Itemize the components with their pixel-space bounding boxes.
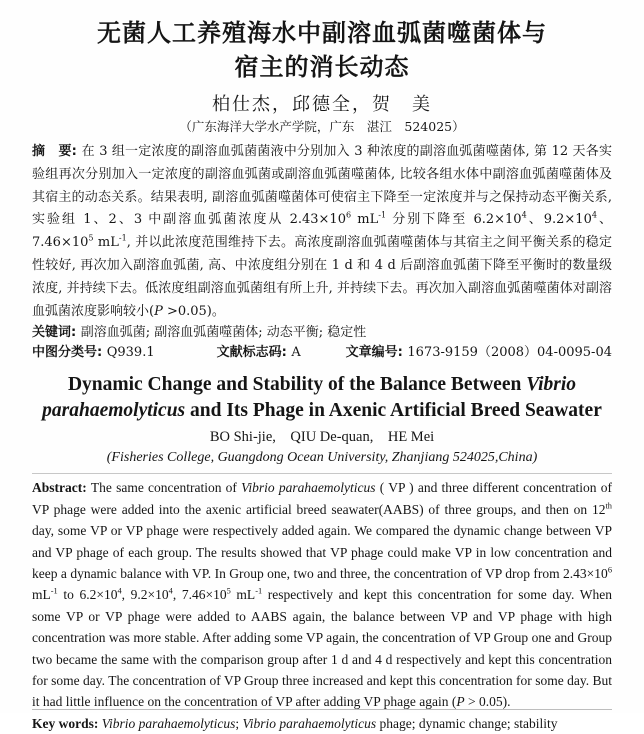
paper-title-cn (32, 16, 612, 84)
keywords-en: Key words: Vibrio parahaemolyticus; Vibrio parahaemolyticus phage; dynamic change; stability (32, 715, 558, 731)
document-code (217, 343, 301, 362)
article-id-value: 1673-9159（2008）04-0095-04 (407, 345, 612, 361)
section-divider (32, 473, 612, 474)
keywords-cn: 关键词: 副溶血弧菌; 副溶血弧菌噬菌体; 动态平衡; 稳定性 (32, 325, 367, 341)
article-id (346, 343, 612, 362)
abstract-en: Abstract: The same concentration of Vibrio parahaemolyticus ( VP ) and three different concentration of VP phage were added into the axenic artificial breed seawater(AABS) of three groups, and then on 12th day, some VP or VP phage were respectively added again. We compared the dynamic change between VP and VP phage of each group. The results showed that VP phage could make VP in low concentration and keep a dynamic balance with VP. In Group one, two and three, the concentration of VP drop from $2.43\times 10^6$ $mL^{-1}$ to $6.2\times 10^4$, $9.2\times 10^4$, $7.46\times 10^5$ $mL^{-1}$ respectively and kept this concentration for some day. When some VP or VP phage were added to AABS again, the balance between VP and VP phage with high concentration was more stable. After adding some VP again, the concentration of VP Group one and Group two became the same with the comparison group after 1 d and 4 d respectively and kept this concentration for some day. The concentration of VP Group three increased and kept this concentration for some day. But it had little influence on the concentration of VP after adding VP phage again (P > 0.05). (32, 480, 612, 710)
affiliation-en: (Fisheries College, Guangdong Ocean University, Zhanjiang 524025,China) (106, 450, 538, 466)
affiliation-cn: （广东海洋大学水产学院，广东 湛江 524025） (179, 119, 465, 134)
article-id-label: 文章编号: (345, 345, 408, 361)
meta-row (32, 343, 612, 362)
document-code-value: A (291, 345, 301, 361)
paper-title-cn-line2: 宿主的消长动态 (234, 53, 410, 81)
authors-en: BO Shi-jie, QIU De-quan, HE Mei (209, 429, 435, 446)
paper-title-cn-line1: 无菌人工养殖海水中副溶血弧菌噬菌体与 (97, 19, 547, 47)
clc-number (32, 343, 155, 362)
abstract-cn: 摘 要: 在 3 组一定浓度的副溶血弧菌菌液中分别加入 3 种浓度的副溶血弧菌噬菌体, 第 12 天各实验组再次分别加入一定浓度的副溶血弧菌或副溶血弧菌噬菌体, 比较各组水体中副溶血弧菌噬菌体及其宿主的动态关系。结果表明, 副溶血弧菌噬菌体可使宿主下降至一定浓度并与之保持动态平衡关系, 实验组 1、2、3 中副溶血弧菌浓度从 $2.43\times 10^6$ $mL^{-1}$ 分别下降至 $6.2\times 10^4$、$9.2\times 10^4$、$7.46\times 10^5$ $mL^{-1}$, 并以此浓度范围维持下去。高浓度副溶血弧菌噬菌体与其宿主之间平衡关系的稳定性较好, 再次加入副溶血弧菌, 高、中浓度组分别在 1 d 和 4 d 后副溶血弧菌下降至平衡时的数量级浓度, 并持续下去。低浓度组副溶血弧菌组有所上升, 并持续下去。再次加入副溶血弧菌噬菌体对副溶血弧菌浓度影响较小(P >0.05)。 (32, 144, 613, 319)
document-code-label: 文献标志码: (216, 345, 292, 361)
clc-number-label: 中图分类号: (32, 345, 107, 361)
clc-number-value: Q939.1 (106, 345, 155, 361)
paper-title-en: Dynamic Change and Stability of the Balance Between Vibrio parahaemolyticus and Its Phage in Axenic Artificial Breed Seawater (42, 374, 602, 422)
authors-cn: 柏仕杰，邱德全，贺 美 (212, 94, 432, 115)
page-bottom-rule (32, 709, 612, 710)
